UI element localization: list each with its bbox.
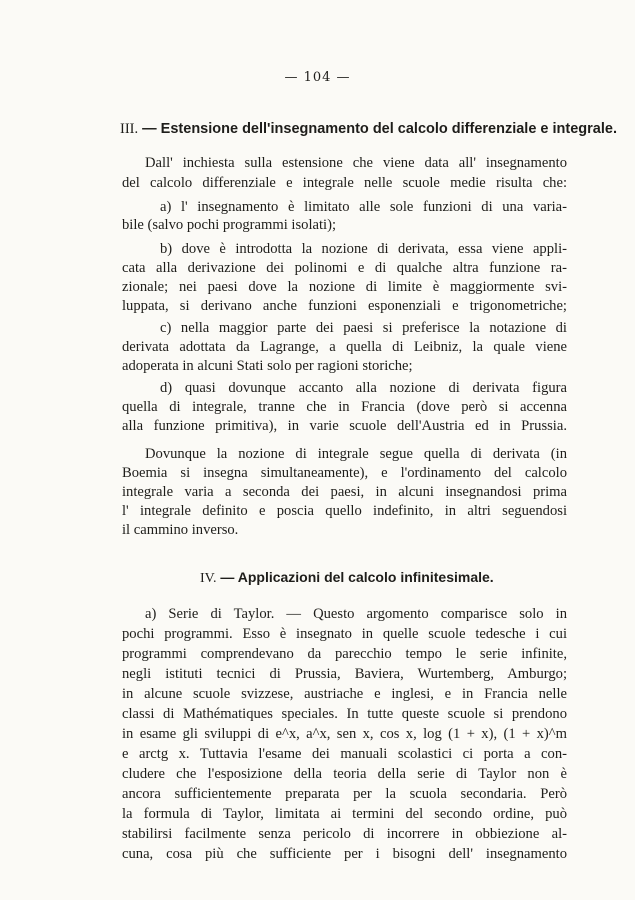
page-number: — 104 — xyxy=(284,70,351,85)
section-3-number: III. xyxy=(120,121,139,137)
text-line: luppata, si derivano anche funzioni esponenziali e trigonometriche; xyxy=(122,298,567,314)
text-line: d) quasi dovunque accanto alla nozione di derivata figura xyxy=(160,380,567,396)
text-line: del calcolo differenziale e integrale nelle scuole medie risulta che: xyxy=(122,175,567,191)
text-line: in esame gli sviluppi di e^x, a^x, sen x, cos x, log (1 + x), (1 + x)^m xyxy=(122,726,567,742)
text-line: cludere che l'esposizione della teoria della serie di Taylor non è xyxy=(122,766,567,782)
text-line: b) dove è introdotta la nozione di derivata, essa viene appli- xyxy=(160,241,567,257)
section-3-title: — Estensione dell'insegnamento del calcolo differenziale e integrale. xyxy=(142,121,617,137)
text-line: cuna, cosa più che sufficiente per i bisogni dell' insegnamento xyxy=(122,846,567,862)
text-line: l' integrale definito e poscia quello indefinito, in altri seguendosi xyxy=(122,503,567,519)
text-line: a) Serie di Taylor. — Questo argomento comparisce solo in xyxy=(145,606,567,622)
text-line: in alcune scuole svizzese, austriache e inglesi, e in Francia nelle xyxy=(122,686,567,702)
text-line: integrale varia a seconda dei paesi, in alcuni insegnandosi prima xyxy=(122,484,567,500)
section-3-heading xyxy=(120,121,617,138)
section-4-number: IV. xyxy=(200,571,217,586)
text-line: il cammino inverso. xyxy=(122,522,239,538)
text-line: ancora sufficientemente preparata per la scuola secondaria. Però xyxy=(122,786,567,802)
text-line: quella di integrale, tranne che in Francia (dove però si accenna xyxy=(122,399,567,415)
text-line: derivata adottata da Lagrange, a quella di Leibniz, la quale viene xyxy=(122,339,567,355)
text-line: zionale; nei paesi dove la nozione di limite è maggiormente svi- xyxy=(122,279,567,295)
text-line: classi di Mathématiques speciales. In tutte queste scuole si prendono xyxy=(122,706,567,722)
section-4-title: — Applicazioni del calcolo infinitesimale. xyxy=(220,569,494,585)
section-4-heading xyxy=(200,569,520,587)
text-line: bile (salvo pochi programmi isolati); xyxy=(122,217,336,233)
text-line: cata alla derivazione dei polinomi e di qualche altra funzione ra- xyxy=(122,260,567,276)
text-line: pochi programmi. Esso è insegnato in quelle scuole tedesche i cui xyxy=(122,626,567,642)
text-line: alla funzione primitiva), in varie scuole dell'Austria ed in Prussia. xyxy=(122,418,567,434)
text-line: Dall' inchiesta sulla estensione che viene data all' insegnamento xyxy=(145,155,567,171)
text-line: adoperata in alcuni Stati solo per ragioni storiche; xyxy=(122,358,413,374)
text-line: e arctg x. Tuttavia l'esame dei manuali scolastici ci porta a con- xyxy=(122,746,567,762)
text-line: c) nella maggior parte dei paesi si preferisce la notazione di xyxy=(160,320,567,336)
text-line: programmi comprendevano da parecchio tempo le serie infinite, xyxy=(122,646,567,662)
text-line: Boemia si insegna simultaneamente), e l'ordinamento del calcolo xyxy=(122,465,567,481)
text-line: a) l' insegnamento è limitato alle sole funzioni di una varia- xyxy=(160,199,567,215)
text-line: Dovunque la nozione di integrale segue quella di derivata (in xyxy=(145,446,567,462)
text-line: negli istituti tecnici di Prussia, Baviera, Wurtemberg, Amburgo; xyxy=(122,666,567,682)
text-line: la formula di Taylor, limitata ai termini del secondo ordine, può xyxy=(122,806,567,822)
text-line: stabilirsi facilmente senza pericolo di incorrere in obbiezione al- xyxy=(122,826,567,842)
